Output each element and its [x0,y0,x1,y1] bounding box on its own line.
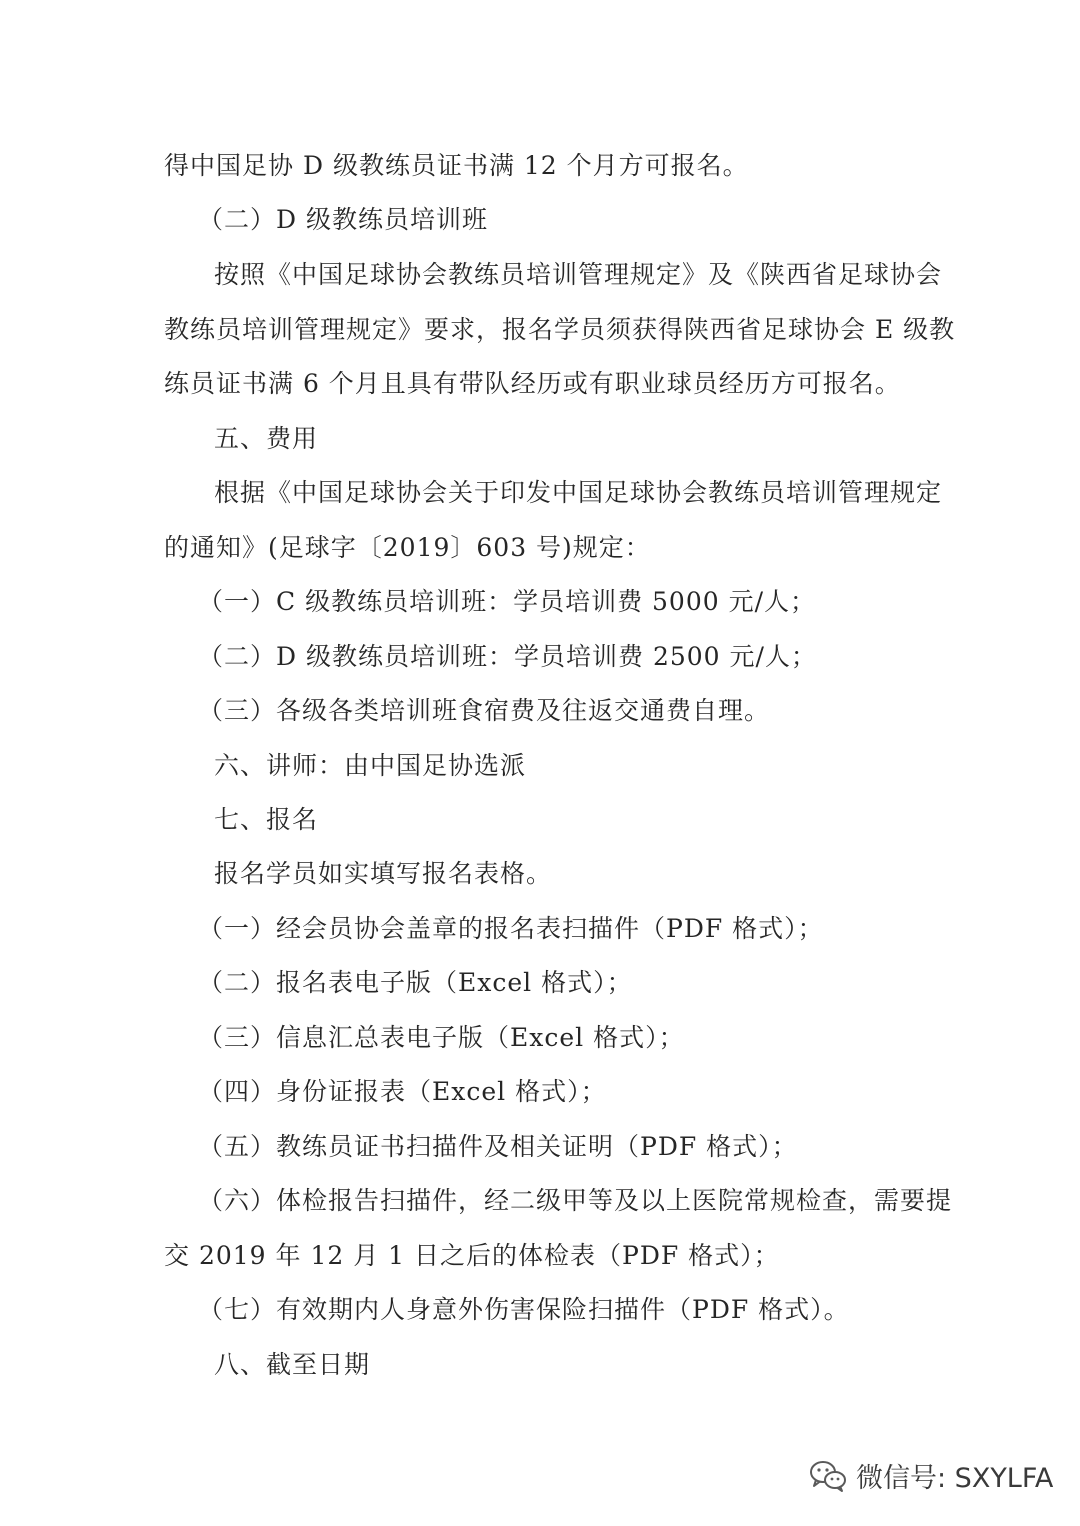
text-line: 的通知》(足球字〔2019〕603 号)规定： [164,533,651,562]
text-line: 交 2019 年 12 月 1 日之后的体检表（PDF 格式）； [164,1241,780,1270]
text-line: 得中国足协 D 级教练员证书满 12 个月方可报名。 [164,151,749,180]
section-heading: （二）D 级教练员培训班 [198,205,488,234]
list-item: （一）C 级教练员培训班：学员培训费 5000 元/人； [198,587,817,616]
text-line: 按照《中国足球协会教练员培训管理规定》及《陕西省足球协会 [214,260,943,289]
list-item: （四）身份证报表（Excel 格式）； [198,1077,607,1106]
section-heading: 八、截至日期 [214,1350,371,1379]
wechat-icon [808,1459,848,1493]
section-heading: 七、报名 [214,805,319,834]
list-item: （二）D 级教练员培训班：学员培训费 2500 元/人； [198,642,817,671]
text-line: 根据《中国足球协会关于印发中国足球协会教练员培训管理规定 [214,478,943,507]
list-item: （五）教练员证书扫描件及相关证明（PDF 格式）； [198,1132,798,1161]
text-line: 练员证书满 6 个月且具有带队经历或有职业球员经历方可报名。 [164,369,901,398]
list-item: （三）各级各类培训班食宿费及往返交通费自理。 [198,696,771,725]
wechat-watermark [808,1456,1053,1495]
section-heading: 六、讲师：由中国足协选派 [214,751,527,780]
list-item: （一）经会员协会盖章的报名表扫描件（PDF 格式）； [198,914,824,943]
text-line: 报名学员如实填写报名表格。 [214,859,553,888]
list-item: （六）体检报告扫描件，经二级甲等及以上医院常规检查，需要提 [198,1186,953,1215]
watermark-text: 微信号: SXYLFA [856,1463,1054,1494]
list-item: （二）报名表电子版（Excel 格式）； [198,968,633,997]
list-item: （七）有效期内人身意外伤害保险扫描件（PDF 格式）。 [198,1295,850,1324]
list-item: （三）信息汇总表电子版（Excel 格式）； [198,1023,685,1052]
text-line: 教练员培训管理规定》要求，报名学员须获得陕西省足球协会 E 级教 [164,315,956,344]
section-heading: 五、费用 [214,424,319,453]
